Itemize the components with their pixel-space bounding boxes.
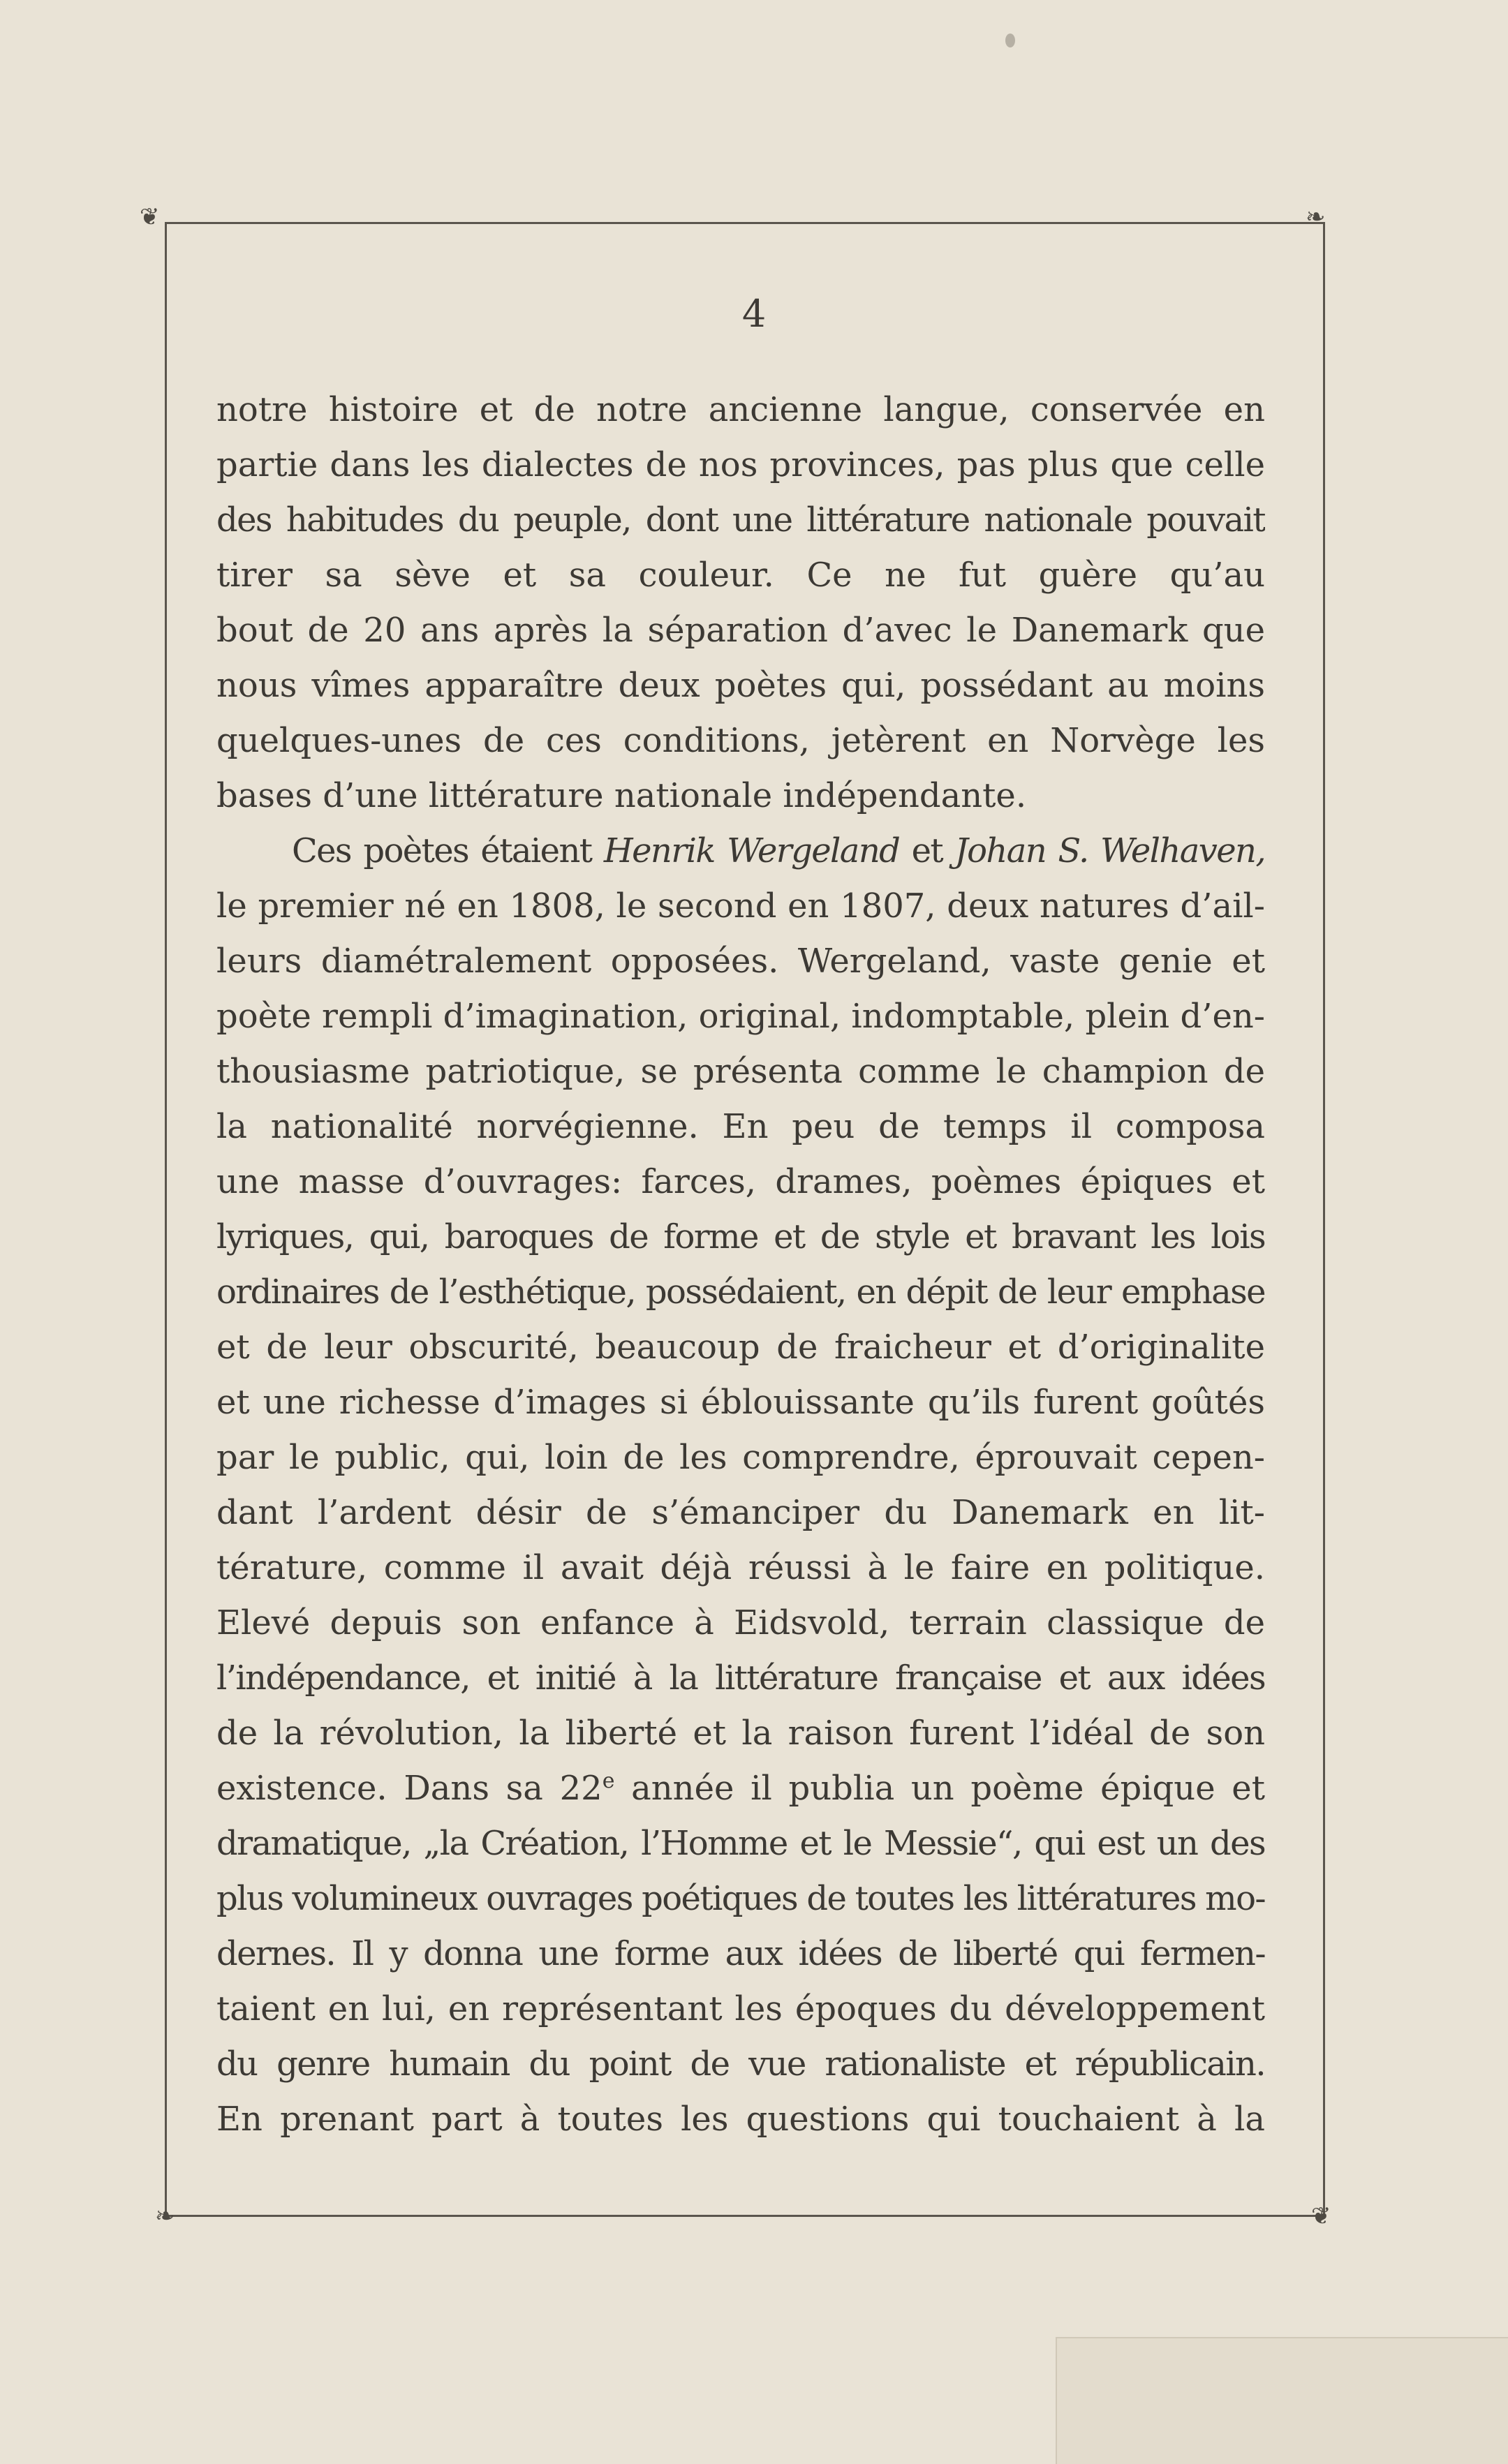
text-line: quelques-unes de ces conditions, jetèrent en Norvège les [216,721,1265,760]
text-line: taient en lui, en représentant les époques du développement [216,1989,1265,2028]
corner-ornament-top-left: ❦ [140,203,160,231]
text-line: par le public, qui, loin de les comprendre, éprouvait cepen- [216,1438,1265,1477]
text-line [216,1761,1265,1816]
text-line: bases d’une littérature nationale indépendante. [216,776,1027,815]
text-line: l’indépendance, et initié à la littérature française et aux idées [216,1658,1265,1698]
text-line: nous vîmes apparaître deux poètes qui, possédant au moins [216,666,1265,705]
text-segment: et [899,831,955,870]
page-number: 4 [741,292,767,336]
text-line: dant l’ardent désir de s’émanciper du Danemark en lit- [216,1493,1265,1532]
text-line: des habitudes du peuple, dont une littérature nationale pouvait [216,500,1265,540]
poet-name-welhaven: Johan S. Welhaven, [954,831,1265,870]
text-line: le premier né en 1808, le second en 1807, deux natures d’ail- [216,886,1265,926]
text-line: une masse d’ouvrages: farces, drames, poèmes épiques et [216,1162,1265,1201]
corner-ornament-bottom-right: ❦ [1311,2202,1331,2230]
text-line: leurs diamétralement opposées. Wergeland, vaste genie et [216,942,1265,981]
text-line: la nationalité norvégienne. En peu de temps il composa [216,1107,1265,1146]
text-line: partie dans les dialectes de nos provinces, pas plus que celle [216,445,1265,484]
text-line: En prenant part à toutes les questions qui touchaient à la [216,2100,1265,2139]
text-line: dernes. Il y donna une forme aux idées de liberté qui fermen- [216,1934,1265,1973]
text-line: et de leur obscurité, beaucoup de fraicheur et d’originalite [216,1328,1265,1367]
ordinal-superscript: e [602,1769,615,1793]
text-segment: existence. Dans sa 22 [216,1769,603,1808]
text-line: poète rempli d’imagination, original, indomptable, plein d’en- [216,997,1265,1036]
text-line: ordinaires de l’esthétique, possédaient, en dépit de leur emphase [216,1272,1265,1312]
corner-ornament-top-right: ❧ [1306,203,1326,231]
text-line: Elevé depuis son enfance à Eidsvold, terrain classique de [216,1603,1265,1642]
text-line: lyriques, qui, baroques de forme et de style et bravant les lois [216,1217,1265,1256]
text-line: tirer sa sève et sa couleur. Ce ne fut guère qu’au [216,556,1265,595]
text-line: plus volumineux ouvrages poétiques de toutes les littératures mo- [216,1879,1265,1918]
text-line: notre histoire et de notre ancienne langue, conservée en [216,390,1265,429]
text-line: dramatique, „la Création, l’Homme et le Messie“, qui est un des [216,1824,1265,1863]
text-line: térature, comme il avait déjà réussi à le faire en politique. [216,1548,1265,1587]
poet-name-wergeland: Henrik Wergeland [603,831,900,870]
text-line: de la révolution, la liberté et la raison furent l’idéal de son [216,1714,1265,1753]
text-line: bout de 20 ans après la séparation d’avec le Danemark que [216,611,1265,650]
text-line [216,824,1265,879]
text-line: thousiasme patriotique, se présenta comme le champion de [216,1052,1265,1091]
body-text [216,383,1265,2147]
text-line: et une richesse d’images si éblouissante qu’ils furent goûtés [216,1383,1265,1422]
text-line: du genre humain du point de vue rationaliste et républicain. [216,2044,1265,2084]
paper-edge-shadow [1056,2337,1508,2464]
text-segment: Ces poètes étaient [292,831,604,870]
ink-speck [1005,34,1015,47]
text-segment: année il publia un poème épique et [614,1769,1265,1808]
corner-ornament-bottom-left: ❧ [155,2202,175,2230]
